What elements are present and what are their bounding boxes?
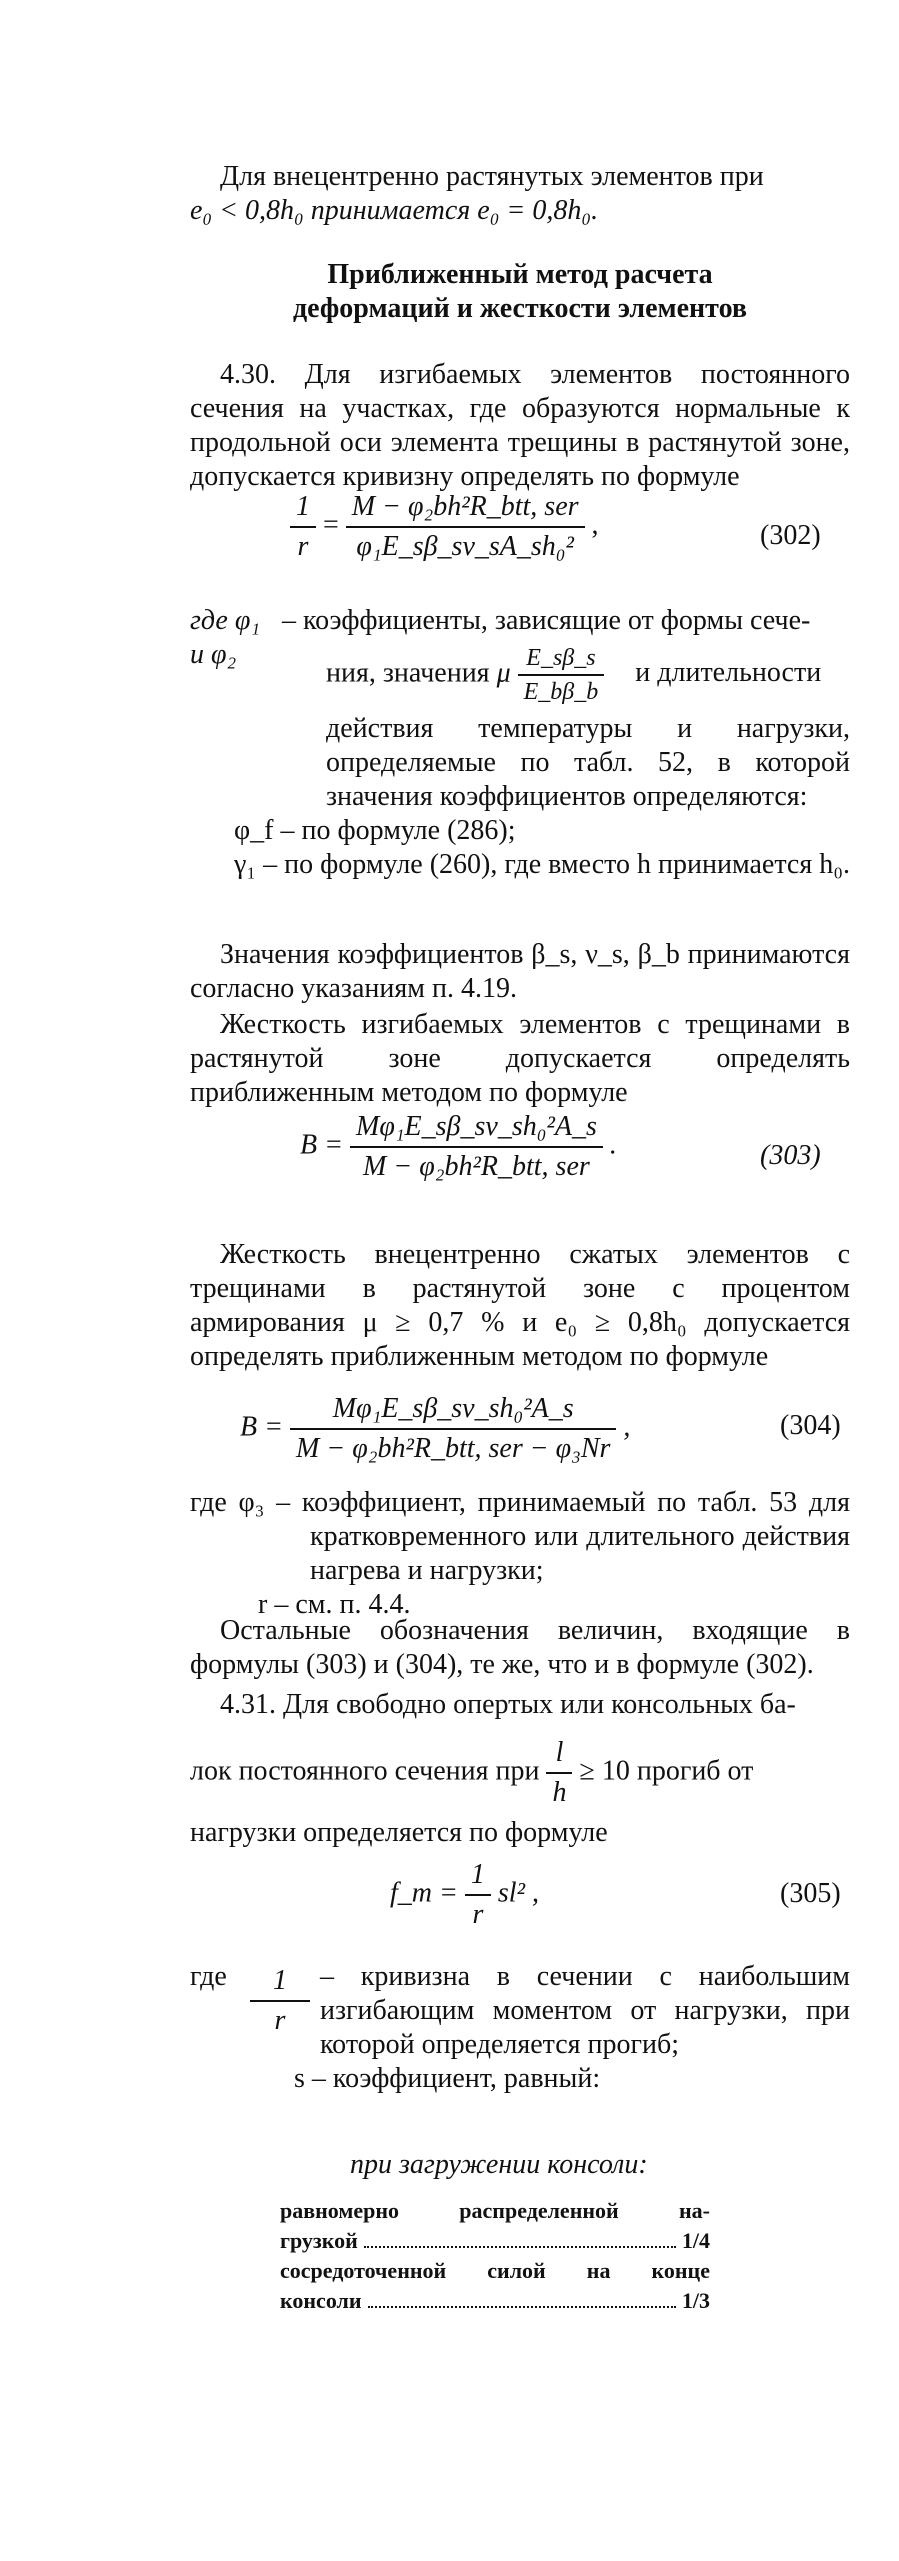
stiffness-paragraph-2: Жесткость внецентренно сжатых элементов с трещинами в растянутой зоне с процентом армирования μ ≥ 0,7 % и e₀ ≥ 0,8h₀ допускается определять приближенным методом по формуле (190, 1239, 850, 1372)
intro-line-2: e₀ < 0,8h₀ принимается e₀ = 0,8h₀. (190, 195, 599, 226)
formula-rhs-fraction (465, 1858, 491, 1932)
paragraph-4-30 (190, 358, 850, 494)
fraction-denominator: φ₁E_sβ_sν_sA_sh₀² (346, 526, 585, 564)
where-label (190, 604, 282, 814)
where-phi3: где φ₃ – коэффициент, принимаемый по табл. 53 для кратковременного или длительного действия нагрева и нагрузки; (190, 1487, 850, 1586)
paragraph-number: 4.31. (220, 1689, 276, 1720)
paragraph-4-31 (190, 1688, 850, 1850)
fraction-numerator: 1 (470, 1859, 485, 1890)
formula-lhs-fraction (290, 490, 316, 564)
intro-line-1: Для внецентренно растянутых элементов при (220, 161, 764, 192)
formula-lhs: B = (240, 1411, 283, 1443)
intro-paragraph (190, 160, 850, 228)
formula-lhs: B = (300, 1129, 343, 1161)
where-r: r – см. п. 4.4. (258, 1589, 411, 1620)
fraction-numerator: l (555, 1737, 564, 1768)
fraction-denominator: E_bβ_b (518, 674, 605, 706)
formula-tail: sl² , (497, 1877, 539, 1909)
where-phi-f: φ_f – по формуле (286); (234, 815, 516, 846)
formula-304 (240, 1392, 630, 1466)
stiffness-paragraph: Жесткость изгибаемых элементов с трещинами в растянутой зоне допускается определять приближенным методом по формуле (190, 1009, 850, 1108)
formula-punct: , (591, 509, 599, 541)
fraction-denominator: r (250, 2000, 310, 2038)
fraction-denominator: M − φ₂bh²R_btt, ser (350, 1146, 603, 1184)
paragraph-text: Для изгибаемых элементов постоянного сечения на участках, где образуются нормальные к продольной оси элемента трещины в растянутой зоне, допускается кривизну определять по формуле (190, 359, 850, 492)
where-text-c: и длительности (635, 657, 822, 689)
formula-number-303: (303) (760, 1140, 821, 1171)
paragraph-text-2b: ≥ 10 прогиб от (579, 1755, 754, 1787)
fraction-denominator: M − φ₂bh²R_btt, ser − φ₃Nr (290, 1428, 616, 1466)
formula-305 (390, 1858, 539, 1932)
console-row1-line1: равномерно распределенной на- (280, 2198, 710, 2223)
paragraph-text-3: нагрузки определяется по формуле (190, 1817, 608, 1848)
formula-rhs-fraction (346, 490, 585, 564)
where-text-a: – коэффициенты, зависящие от формы сече- (282, 605, 811, 636)
where-text-b: ния, значения (326, 657, 490, 689)
where-gamma1: γ₁ – по формуле (260), где вместо h принимается h₀. (234, 849, 850, 880)
leader-dots (368, 2306, 676, 2308)
fraction-numerator: M − φ₂bh²R_btt, ser (351, 491, 579, 522)
leader-dots (364, 2246, 676, 2248)
console-row2-line1: сосредоточенной силой на конце (280, 2258, 710, 2283)
paragraph-text-2a: лок постоянного сечения при (190, 1755, 540, 1787)
formula-rhs-fraction (290, 1392, 616, 1466)
console-row2-value: 1/3 (681, 2288, 710, 2313)
curvature-fraction (250, 1964, 310, 2062)
paragraph-text-1: Для свободно опертых или консольных ба- (283, 1689, 796, 1720)
where-label-line1: где φ₁ (190, 605, 261, 636)
fraction-numerator: Mφ₁E_sβ_sν_sh₀²A_s (332, 1393, 574, 1424)
fraction-numerator: 1 (273, 1965, 287, 1996)
console-row1-value: 1/4 (681, 2228, 710, 2253)
fraction-denominator: h (546, 1772, 572, 1810)
section-heading (190, 258, 850, 326)
formula-lhs: f_m = (390, 1877, 458, 1909)
fraction-numerator: Mφ₁E_sβ_sν_sh₀²A_s (356, 1111, 597, 1142)
formula-number-304: (304) (780, 1410, 841, 1441)
heading-line-2: деформаций и жесткости элементов (292, 293, 747, 324)
l-over-h-fraction (546, 1736, 572, 1810)
where-label-line2: и φ₂ (190, 639, 237, 670)
where-text: – кривизна в сечении с наибольшим изгибающим моментом от нагрузки, при которой определяется прогиб; (320, 1961, 850, 2060)
where-label: где (190, 1961, 227, 1992)
fraction-denominator: r (290, 526, 316, 564)
formula-303 (300, 1110, 617, 1184)
console-title: при загружении консоли: (350, 2149, 648, 2180)
fraction-numerator: 1 (296, 491, 310, 522)
coefficients-paragraph: Значения коэффициентов β_s, ν_s, β_b принимаются согласно указаниям п. 4.19. (190, 939, 850, 1004)
formula-302: $\frac{1}{r}$ = M − φ₂bh²R_btt, ser φ₁E_sβ_sν_sA_sh₀² , (290, 490, 599, 564)
formula-punct: , (623, 1411, 631, 1443)
mu-fraction (518, 644, 605, 706)
where-text-d: действия температуры и нагрузки, определяемые по табл. 52, в которой значения коэффициентов определяются: (326, 713, 850, 812)
where-s: s – коэффициент, равный: (294, 2063, 601, 2094)
console-table (280, 2196, 710, 2316)
formula-number-302: (302) (760, 520, 821, 551)
paragraph-number: 4.30. (220, 359, 276, 390)
where-block-3 (190, 1960, 850, 2096)
formula-number-305: (305) (780, 1878, 841, 1909)
formula-rhs-fraction (350, 1110, 603, 1184)
console-row1-label: грузкой (280, 2228, 358, 2253)
fraction-numerator: E_sβ_s (526, 645, 596, 671)
console-row2-label: консоли (280, 2288, 362, 2313)
where-block-1: где φ₁ и φ₂ – коэффициенты, зависящие от формы сече- ния, значения μ $\frac{E\_s\beta\_s}{E\_b\beta\_b}$ и длительности действия температуры и нагрузки, определяемые по табл. 52, в которой значения коэффициентов определяются: φ_f – по формуле (286); γ₁ – по формуле (260), где вместо h принимается h₀. (190, 605, 850, 880)
heading-line-1: Приближенный метод расчета (327, 259, 713, 290)
fraction-denominator: r (465, 1894, 491, 1932)
notation-paragraph: Остальные обозначения величин, входящие в формулы (303) и (304), те же, что и в формуле (302). (190, 1615, 850, 1680)
console-row2-line2 (280, 2286, 710, 2316)
console-row1-line2 (280, 2226, 710, 2256)
where-block-2 (190, 1486, 850, 1622)
formula-punct: . (609, 1129, 617, 1161)
